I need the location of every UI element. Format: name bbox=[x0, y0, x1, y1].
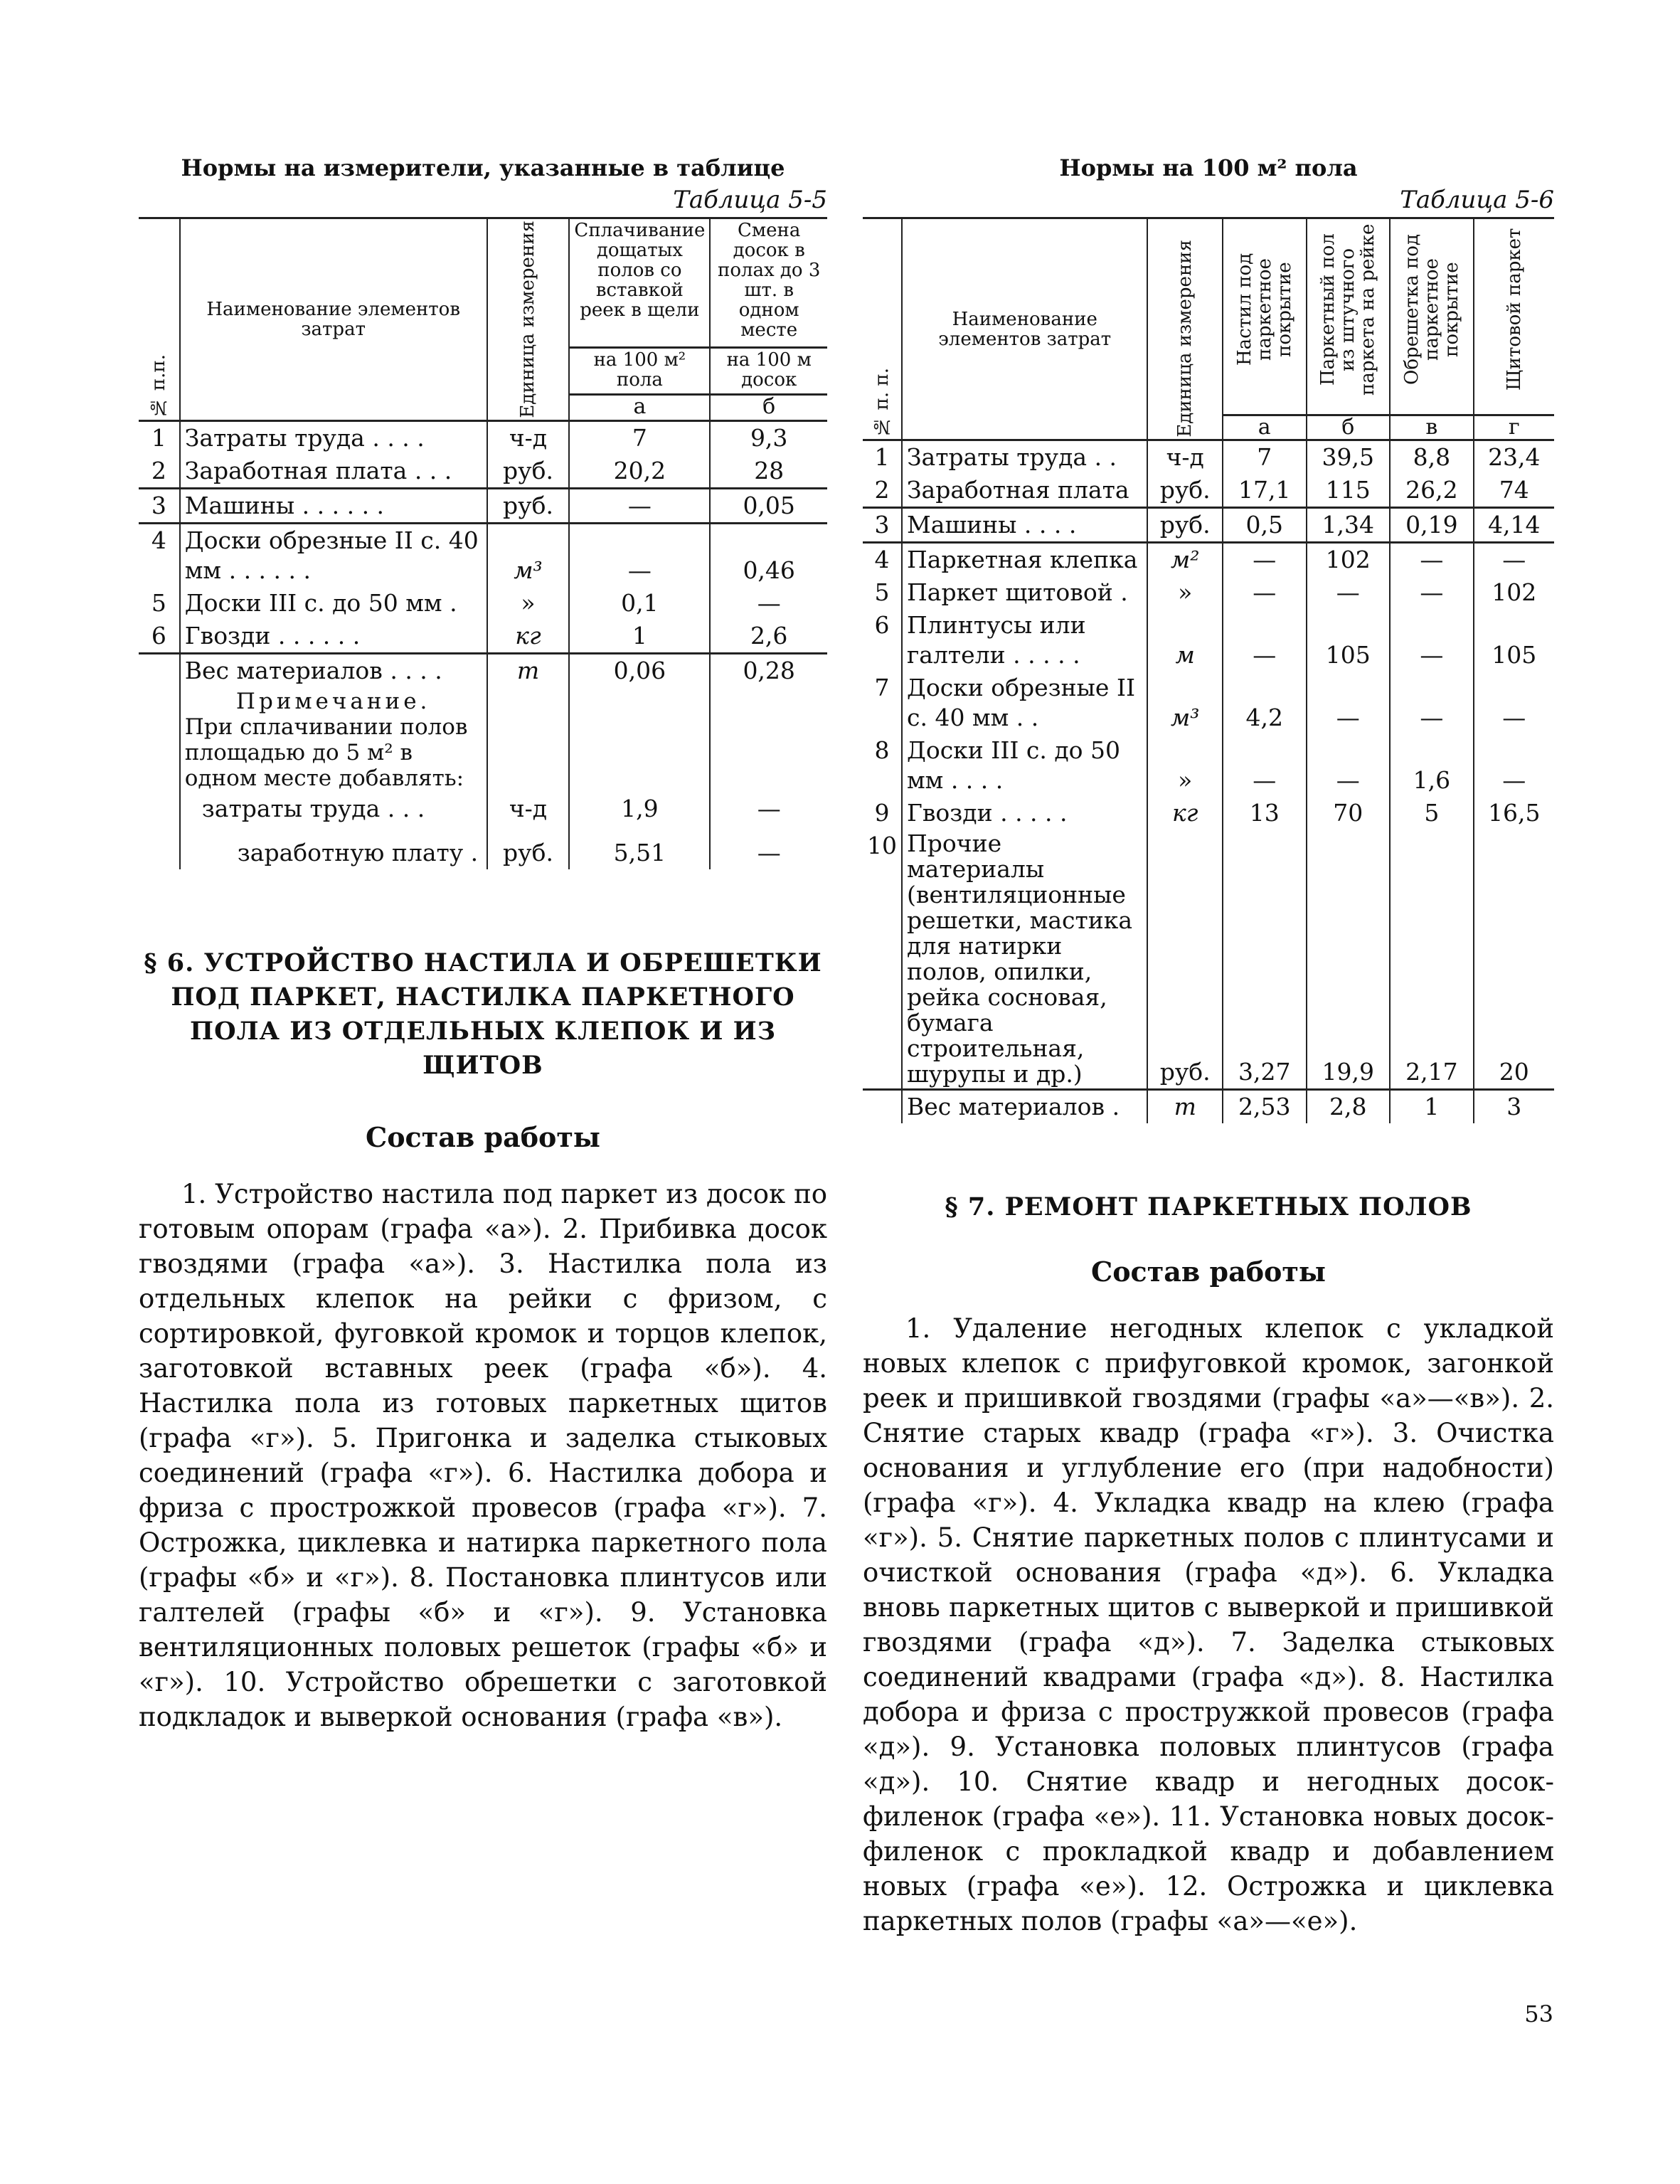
header-col-b: Паркетный пол из штучного паркета на рейке bbox=[1307, 218, 1391, 415]
note-row bbox=[139, 687, 827, 793]
table-row: 3 Машины . . . . . . руб. — 0,05 bbox=[139, 488, 827, 523]
header-col-v: Обрешетка под паркетное покрытие bbox=[1390, 218, 1474, 415]
header-col-a-title: Сплачивание дощатых полов со вставкой реек в щели bbox=[569, 218, 710, 348]
note-item-row: затраты труда . . . ч-д 1,9 — bbox=[139, 793, 827, 825]
section-7-work-text: 1. Удаление негодных клепок с укладкой новых клепок с прифуговкой кромок, загонкой реек и пришивкой гвоздями (графы «а»—«в»). 2. Снятие старых квадр (графа «г»). 3. Очистка основания и углубление его (при надобности) (графа «г»). 4. Укладка квадр на клею (графа «г»). 5. Снятие паркетных полов с плинтусами и очисткой основания (графа «д»). 6. Укладка вновь паркетных щитов с выверкой и пришивкой гвоздями (графа «д»). 7. Заделка стыковых соединений квадрами (графа «д»). 8. Настилка добора и фриза с простружкой провесов (графа «д»). 9. Установка половых плинтусов (графа «д»). 10. Снятие квадр и негодных досок-филенок (графа «е»). 11. Установка новых досок-филенок с прокладкой квадр и добавлением новых (графа «е»). 12. Острожка и циклевка паркетных полов (графы «а»—«е»). bbox=[863, 1313, 1554, 1936]
note-text: При сплачивании полов площадью до 5 м² в одном месте добавлять: bbox=[184, 714, 468, 791]
header-col-g: Щитовой паркет bbox=[1474, 218, 1554, 415]
header-col-a-letter: а bbox=[569, 395, 710, 421]
weight-row: Вес материалов . . . . т 0,06 0,28 bbox=[139, 653, 827, 687]
table-5-5-caption: Нормы на измерители, указанные в таблице bbox=[181, 154, 785, 181]
header-letter-v: в bbox=[1390, 415, 1474, 440]
header-name: Наименование элементов затрат bbox=[180, 218, 487, 421]
header-col-b-title: Смена досок в полах до 3 шт. в одном месте bbox=[710, 218, 827, 348]
table-row: 3 Машины . . . . руб. 0,5 1,34 0,19 4,14 bbox=[863, 508, 1554, 543]
left-column bbox=[139, 153, 827, 1734]
table-row: 5 Доски III с. до 50 мм . » 0,1 — bbox=[139, 587, 827, 620]
header-col-b-letter: б bbox=[762, 394, 776, 420]
table-row: 10 Прочие материалы (вентиляционные решетки, мастика для натирки полов, опилки, рейка сосновая, бумага строительная, шурупы и др.) руб. 3,27 19,9 2,17 20 bbox=[863, 829, 1554, 1090]
table-row: 4 Паркетная клепка м² — 102 — — bbox=[863, 543, 1554, 577]
right-column bbox=[863, 153, 1554, 1939]
header-unit: Единица измерения bbox=[1147, 218, 1223, 440]
section-7-work-heading: Состав работы bbox=[1090, 1256, 1327, 1288]
header-num: № п. п. bbox=[863, 218, 902, 440]
table-row: 1 Затраты труда . . . . ч-д 7 9,3 bbox=[139, 420, 827, 455]
table-row: 1 Затраты труда . . ч-д 7 39,5 8,8 23,4 bbox=[863, 440, 1554, 475]
header-col-b-meter: на 100 м досок bbox=[710, 348, 827, 395]
table-5-6-caption: Нормы на 100 м² пола bbox=[1059, 154, 1358, 181]
table-5-6-number: Таблица 5-6 bbox=[1400, 186, 1554, 214]
table-row: 9 Гвозди . . . . . кг 13 70 5 16,5 bbox=[863, 797, 1554, 829]
note-item-row: заработную плату . руб. 5,51 — bbox=[139, 825, 827, 869]
header-name: Наименование элементов затрат bbox=[902, 218, 1147, 440]
header-col-a-meter: на 100 м² пола bbox=[569, 348, 710, 395]
section-7-title: § 7. РЕМОНТ ПАРКЕТНЫХ ПОЛОВ bbox=[945, 1192, 1472, 1221]
note-title: Примечание. bbox=[235, 688, 431, 714]
table-row: 6 Плинтусы или галтели . . . . . м — 105 — 105 bbox=[863, 609, 1554, 672]
table-row: 2 Заработная плата руб. 17,1 115 26,2 74 bbox=[863, 474, 1554, 508]
table-row: 5 Паркет щитовой . » — — — 102 bbox=[863, 576, 1554, 609]
table-row: 4 Доски обрезные II с. 40 мм . . . . . . м³ — 0,46 bbox=[139, 523, 827, 587]
header-letter-a: а bbox=[1223, 415, 1307, 440]
table-row: 7 Доски обрезные II с. 40 мм . . м³ 4,2 — — — bbox=[863, 672, 1554, 734]
weight-row: Вес материалов . т 2,53 2,8 1 3 bbox=[863, 1090, 1554, 1124]
section-6-work-heading: Состав работы bbox=[365, 1120, 601, 1153]
header-letter-b: б bbox=[1307, 415, 1391, 440]
section-6-work-text: 1. Устройство настила под паркет из досок по готовым опорам (графа «а»). 2. Прибивка досок гвоздями (графа «а»). 3. Настилка пола из отдельных клепок на рейки с фризом, с сортировкой, фуговкой кромок и торцов клепок, заготовкой вставных реек (графа «б»). 4. Настилка пола из готовых паркетных щитов (графа «г»). 5. Пригонка и заделка стыковых соединений (графа «г»). 6. Настилка добора и фриза с прострожкой провесов (графа «г»). 7. Острожка, циклевка и натирка паркетного пола (графы «б» и «г»). 8. Постановка плинтусов или галтелей (графы «б» и «г»). 9. Установка вентиляционных половых решеток (графы «б» и «г»). 10. Устройство обрешетки с заготовкой подкладок и выверкой основания (графа «в»). bbox=[139, 1178, 827, 1732]
section-6-title: § 6. УСТРОЙСТВО НАСТИЛА И ОБРЕШЕТКИ ПОД ПАРКЕТ, НАСТИЛКА ПАРКЕТНОГО ПОЛА ИЗ ОТДЕЛЬНЫХ КЛЕПОК И ИЗ ЩИТОВ bbox=[144, 948, 822, 1080]
header-letter-g: г bbox=[1508, 415, 1520, 440]
table-5-5 bbox=[139, 217, 827, 869]
header-num: № п.п. bbox=[139, 218, 180, 421]
table-row: 8 Доски III с. до 50 мм . . . . » — — 1,6 — bbox=[863, 734, 1554, 797]
table-row: 6 Гвозди . . . . . . кг 1 2,6 bbox=[139, 620, 827, 654]
header-col-a: Настил под паркетное покрытие bbox=[1223, 218, 1307, 415]
page-number: 53 bbox=[1524, 2000, 1553, 2027]
table-5-6 bbox=[863, 217, 1554, 1123]
header-unit: Единица измерения bbox=[487, 218, 570, 421]
table-row: 2 Заработная плата . . . руб. 20,2 28 bbox=[139, 455, 827, 489]
table-5-5-number: Таблица 5-5 bbox=[673, 186, 827, 214]
